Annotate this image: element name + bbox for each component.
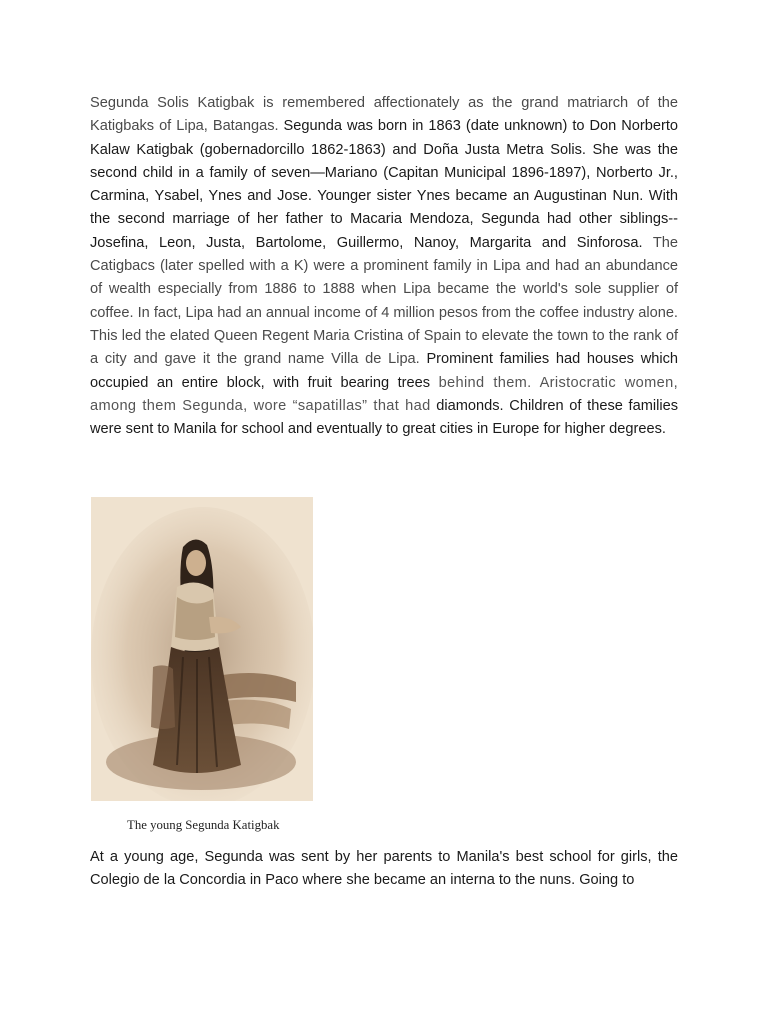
portrait-photo-illustration [91, 497, 313, 801]
sentence-birth-family: Segunda was born in 1863 (date unknown) to Don Norberto Kalaw Katigbak (gobernadorcillo 1862-1863) and Doña Justa Metra Solis. She was the second child in a family of seven—Mariano (Capitan Municipal 1896-1897), Norberto Jr., Carmina, Ysabel, Ynes and Jose. Younger sister Ynes became an Augustinan Nun. With the second marriage of her father to Macaria Mendoza, Segunda had other siblings-- Josefina, Leon, Justa, Bartolome, Guillermo, Nanoy, Margarita and Sinforosa. [90, 118, 679, 251]
portrait-photo [91, 497, 313, 801]
sentence-prominent-families: Prominent families had houses which occupied an entire block, with fruit bearing trees [90, 351, 679, 391]
paragraph-schooling: At a young age, Segunda was sent by her parents to Manila's best school for girls, the Colegio de la Concordia in Paco where she became an interna to the nuns. Going to [90, 849, 678, 889]
paragraph-intro [90, 92, 678, 441]
sentence-children-schooling: diamonds. Children of these families were sent to Manila for school and eventually to great cities in Europe for higher degrees. [90, 397, 678, 438]
figure-caption: The young Segunda Katigbak [127, 818, 280, 832]
sentence-matriarch: Segunda Solis Katigbak is remembered affectionately as the grand matriarch of the Katigbaks of Lipa, Batangas. [90, 95, 678, 135]
document-body-continued [90, 846, 678, 893]
sentence-aristocratic-women: behind them. Aristocratic women, among them Segunda, wore “sapatillas” that had [90, 374, 678, 414]
document-body [90, 92, 678, 441]
sentence-catigbacs-wealth: The Catigbacs (later spelled with a K) were a prominent family in Lipa and had an abundance of wealth especially from 1886 to 1888 when Lipa became the world's sole supplier of coffee. In fact, Lipa had an annual income of 4 million pesos from the coffee industry alone. This led the elated Queen Regent Maria Cristina of Spain to elevate the town to the rank of a city and gave it the grand name Villa de Lipa. [90, 234, 678, 368]
